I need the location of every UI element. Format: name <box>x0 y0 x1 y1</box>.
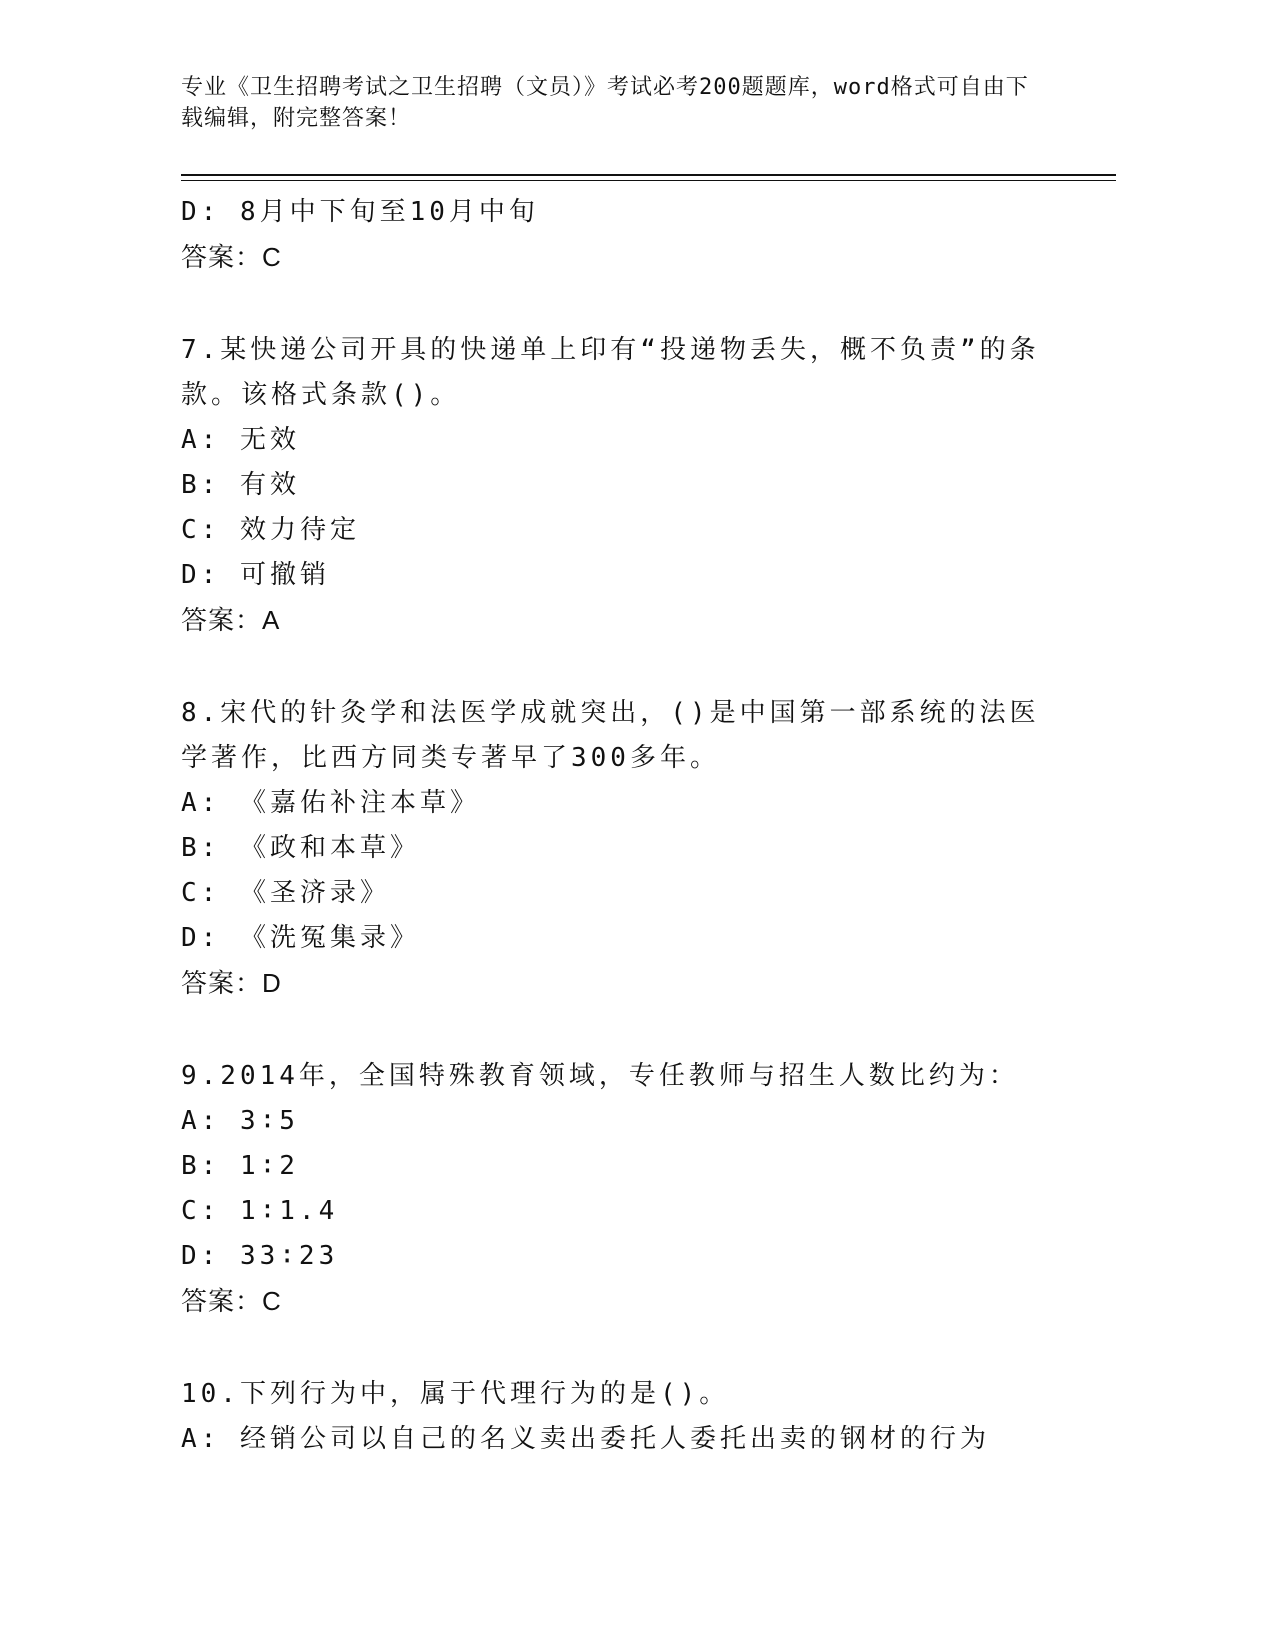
answer-line: 答案：C <box>181 1286 282 1316</box>
question-text: 9.2014年，全国特殊教育领域，专任教师与招生人数比约为： <box>181 1061 1019 1091</box>
option-a: A: 经销公司以自己的名义卖出委托人委托出卖的钢材的行为 <box>181 1424 990 1454</box>
option-c: C: 效力待定 <box>181 515 360 545</box>
question-block <box>181 691 1081 1006</box>
option-a: A: 《嘉佑补注本草》 <box>181 788 480 818</box>
option-d: D: 8月中下旬至10月中旬 <box>181 197 539 227</box>
question-text: 7.某快递公司开具的快递单上印有“投递物丢失，概不负责”的条款。该格式条款()。 <box>181 335 1040 410</box>
answer-line: 答案：D <box>181 968 282 998</box>
header-divider-thin <box>181 180 1116 181</box>
option-c: C: 《圣济录》 <box>181 878 390 908</box>
answer-line: 答案：A <box>181 605 281 635</box>
option-d: D: 《洗冤集录》 <box>181 923 420 953</box>
option-a: A: 3∶5 <box>181 1106 299 1136</box>
option-b: B: 《政和本草》 <box>181 833 420 863</box>
answer-line: 答案：C <box>181 242 282 272</box>
question-block <box>181 1372 1081 1462</box>
option-c: C: 1∶1.4 <box>181 1196 339 1226</box>
option-b: B: 有效 <box>181 470 300 500</box>
question-block <box>181 328 1081 643</box>
option-a: A: 无效 <box>181 425 300 455</box>
question-list <box>181 190 1081 1462</box>
header-divider-thick <box>181 174 1116 176</box>
question-text: 8.宋代的针灸学和法医学成就突出，()是中国第一部系统的法医学著作，比西方同类专著早了300多年。 <box>181 698 1040 773</box>
option-d: D: 可撤销 <box>181 560 330 590</box>
question-block <box>181 1054 1081 1324</box>
option-d: D: 33∶23 <box>181 1241 339 1271</box>
document-header: 专业《卫生招聘考试之卫生招聘（文员）》考试必考200题题库，word格式可自由下载编辑，附完整答案！ <box>181 75 1029 131</box>
option-b: B: 1∶2 <box>181 1151 299 1181</box>
question-text: 10.下列行为中，属于代理行为的是()。 <box>181 1379 730 1409</box>
